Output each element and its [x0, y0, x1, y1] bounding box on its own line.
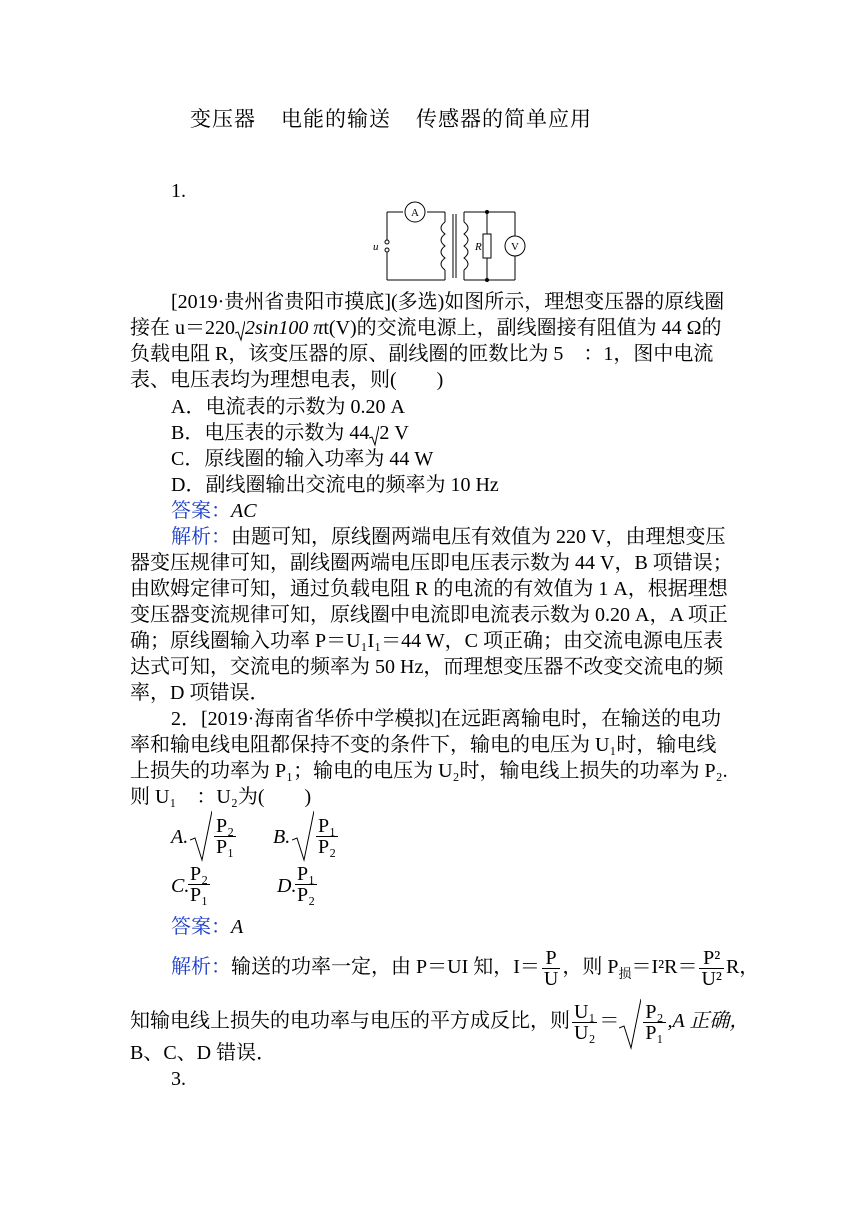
sqrt-icon: [292, 810, 314, 862]
q2-option-c-label: C.: [171, 875, 190, 897]
q1-option-a: A．电流表的示数为 0.20 A: [171, 396, 405, 418]
q2-option-b-label: B.: [273, 826, 291, 848]
q2-stem-line4: 则 U₁ ：U₂为( ): [130, 786, 312, 808]
q1-number: 1.: [171, 180, 186, 202]
sqrt-icon: [369, 421, 379, 447]
q1-stem-line4: 表、电压表均为理想电表，则( ): [130, 369, 444, 391]
resistor-label: R: [475, 241, 482, 253]
sqrt-icon: [235, 316, 245, 342]
q1-analysis-line6: 达式可知，交流电的频率为 50 Hz，而理想变压器不改变交流电的频: [130, 656, 724, 678]
q2-option-a-expr: $\frac{\text{P₂}}{\text{P₁}}$: [190, 810, 238, 862]
voltmeter-label: V: [511, 241, 519, 253]
q2-option-c-expr: $\frac{\text{P₂}}{\text{P₁}}$: [190, 863, 209, 906]
page-title: 变压器 电能的输送 传感器的简单应用: [190, 107, 592, 131]
q2-option-b-expr: $\frac{\text{P₁}}{\text{P₂}}$: [292, 810, 340, 862]
q1-option-b: B．电压表的示数为 44 2 V: [171, 420, 771, 447]
q1-stem-line2: 接在 u＝220 2sin100 πt(V)的交流电源上，副线圈接有阻值为 44 Ω的: [130, 315, 730, 342]
q1-stem-line3: 负载电阻 R，该变压器的原、副线圈的匝数比为 5 ：1，图中电流: [130, 343, 714, 365]
q3-number: 3.: [171, 1068, 186, 1090]
q1-analysis-line1: 解析：由题可知，原线圈两端电压有效值为 220 V，由理想变压: [171, 526, 726, 548]
q2-analysis-line2: 知输电线上损失的电功率与电压的平方成反比，则 $\frac{\text{U₁}}{\text{U₂}}$ ＝ $\frac{\text{P₂}}{\text{P₁}}$ ,A 正确，: [130, 994, 730, 1048]
q1-option-d: D．副线圈输出交流电的频率为 10 Hz: [171, 474, 499, 496]
q2-option-a-label: A.: [171, 826, 189, 848]
q2-stem-line1: 2．[2019·海南省华侨中学模拟]在远距离输电时，在输送的电功: [171, 708, 721, 730]
q2-stem-line2: 率和输电线电阻都保持不变的条件下，输电的电压为 U₁时，输电线: [130, 734, 717, 756]
q2-analysis-line1: 解析：输送的功率一定，由 P＝UI 知，I＝ $\frac{P}{U}$ ，则 $P_损=I^2R=$ $\frac{\text{P²}}{\text{U²}}$ R，: [171, 946, 760, 990]
q1-analysis-line7: 率，D 项错误．: [130, 682, 270, 704]
q1-answer: 答案：AC: [171, 500, 257, 522]
sqrt-icon: [190, 810, 212, 862]
q2-answer: 答案：A: [171, 916, 244, 938]
q2-option-d-label: D.: [277, 875, 297, 897]
transformer-circuit-diagram: [365, 200, 535, 286]
q1-analysis-line5: 确；原线圈输入功率 P＝U₁I₁＝44 W，C 项正确；由交流电源电压表: [130, 630, 724, 652]
q2-stem-line3: 上损失的功率为 P₁；输电的电压为 U₂时，输电线上损失的功率为 P₂.: [130, 760, 728, 782]
source-label: u: [373, 241, 379, 253]
ammeter-label: A: [411, 207, 419, 219]
q1-analysis-line2: 器变压规律可知，副线圈两端电压即电压表示数为 44 V，B 项错误；: [130, 552, 733, 574]
q1-analysis-line4: 变压器变流规律可知，原线圈中电流即电流表示数为 0.20 A，A 项正: [130, 604, 728, 626]
q1-option-c: C．原线圈的输入功率为 44 W: [171, 448, 434, 470]
q1-analysis-line3: 由欧姆定律可知，通过负载电阻 R 的电流的有效值为 1 A，根据理想: [130, 578, 728, 600]
q1-stem-line1: [2019·贵州省贵阳市摸底](多选)如图所示，理想变压器的原线圈: [171, 291, 725, 313]
q2-option-d-expr: $\frac{\text{P₁}}{\text{P₂}}$: [297, 863, 316, 906]
q2-analysis-line3: B、C、D 错误．: [130, 1042, 277, 1064]
